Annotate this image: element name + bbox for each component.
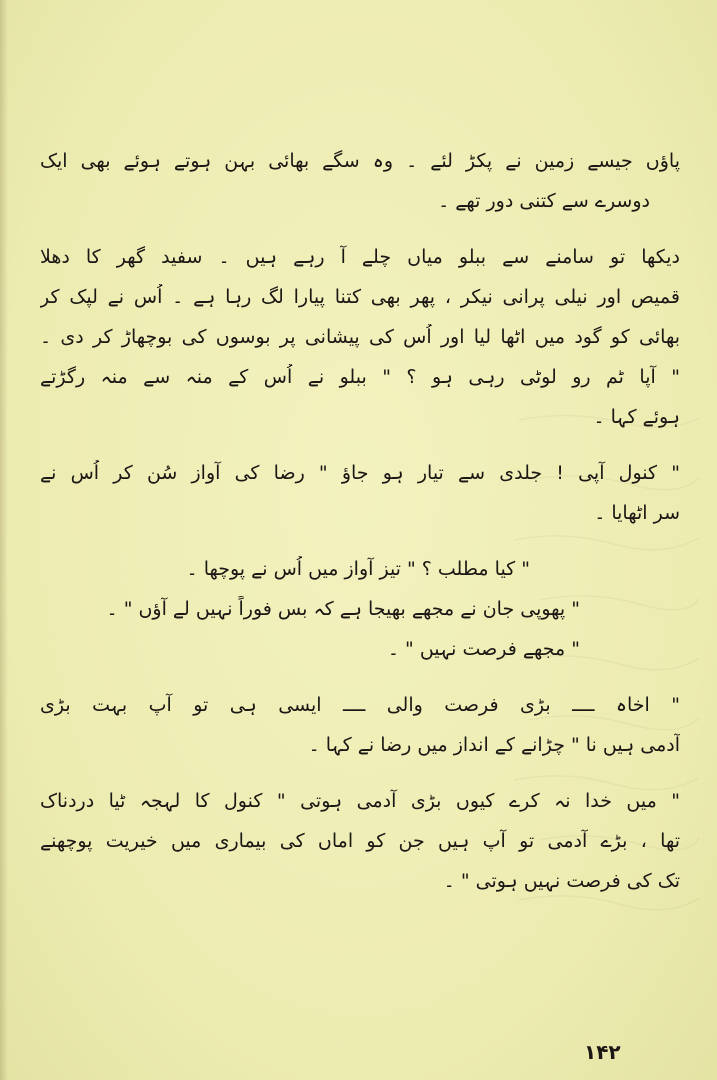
page-text	[40, 148, 680, 894]
page-edge-shadow	[0, 0, 8, 1080]
text-line: بھائی کو گود میں اٹھا لیا اور اُس کی پیشانی پر بوسوں کی بوچھاڑ کر دی ۔	[40, 326, 680, 348]
text-line: " اخاہ ــــ بڑی فرصت والی ــــ ایسی ہی تو آپ بہت بڑی	[40, 694, 680, 716]
text-line: ہوئے کہا ۔	[593, 406, 680, 428]
text-line: سر اٹھایا ۔	[594, 502, 680, 524]
text-line: تھا ، بڑے آدمی تو آپ ہیں جن کو اماں کی بیماری میں خیریت پوچھنے	[40, 830, 680, 852]
text-line: قمیص اور نیلی پرانی نیکر ، پھر بھی کتنا پیارا لگ رہا ہے ۔ اُس نے لپک کر	[40, 286, 680, 308]
page-number: ۱۴۲	[584, 1040, 621, 1064]
text-line: " کنول آپی ! جلدی سے تیار ہو جاؤ " رضا کی آواز سُن کر اُس نے	[40, 462, 680, 484]
text-line: " مجھے فرصت نہیں " ۔	[387, 638, 580, 660]
text-line: دوسرے سے کتنی دور تھے ۔	[438, 190, 650, 212]
text-line: " پھوپی جان نے مجھے بھیجا ہے کہ بس فوراً نہیں لے آؤں " ۔	[106, 598, 580, 620]
text-line: " آپا ٹم رو لوٹی رہی ہو ؟ " ببلو نے اُس کے منہ سے منہ رگڑتے	[40, 366, 680, 388]
text-line: " میں خدا نہ کرے کیوں بڑی آدمی ہوتی " کنول کا لہجہ ٹیا دردناک	[40, 790, 680, 812]
text-line: دیکھا تو سامنے سے ببلو میاں چلے آ رہے ہیں ۔ سفید گھر کا دھلا	[40, 246, 680, 268]
text-line: پاؤں جیسے زمین نے پکڑ لئے ۔ وہ سگے بھائی بہن ہوتے ہوئے بھی ایک	[40, 150, 680, 172]
text-line: تک کی فرصت نہیں ہوتی " ۔	[443, 870, 680, 892]
text-line: آدمی ہیں نا " چڑانے کے انداز میں رضا نے کہا ۔	[308, 734, 680, 756]
text-line: " کیا مطلب ؟ " تیز آواز میں اُس نے پوچھا ۔	[186, 558, 530, 580]
